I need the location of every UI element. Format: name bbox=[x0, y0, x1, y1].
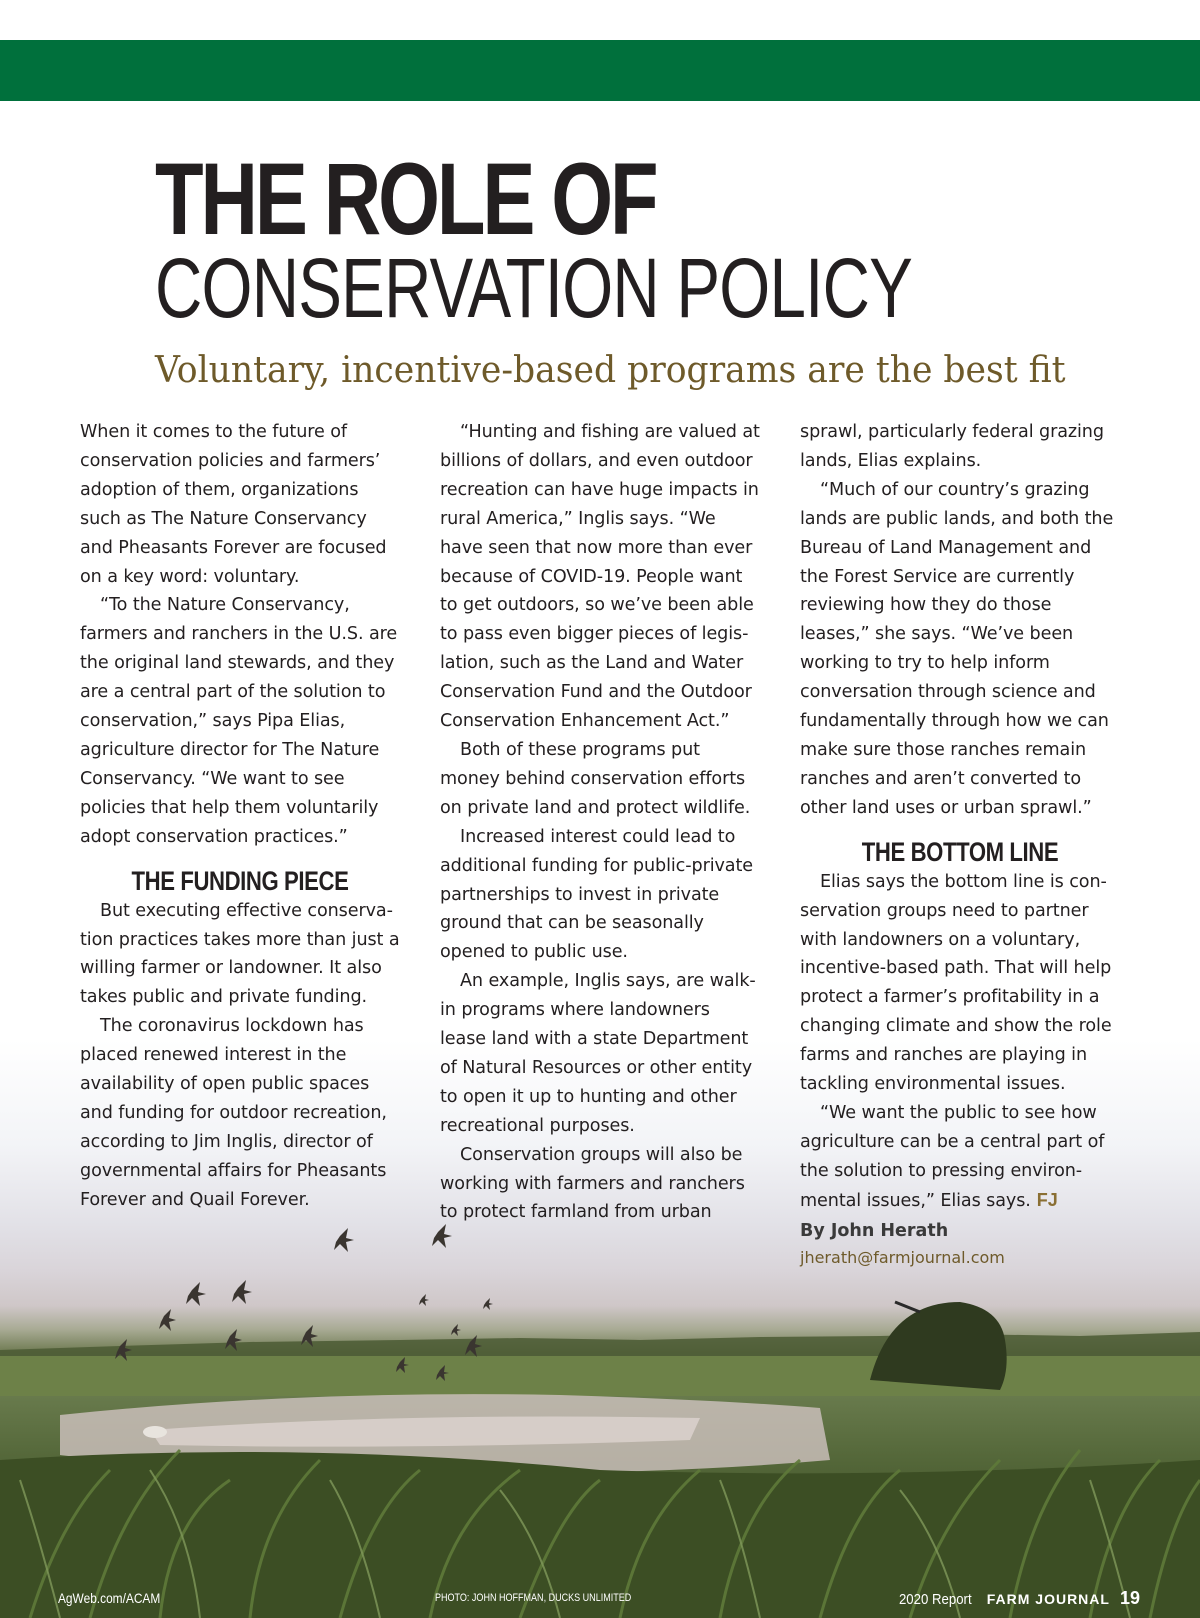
headline-line-1: THE ROLE OF bbox=[155, 142, 656, 256]
end-mark: FJ bbox=[1036, 1189, 1058, 1210]
author-email-link[interactable]: jherath@farmjournal.com bbox=[800, 1247, 1005, 1267]
footer-report: 2020 Report bbox=[899, 1591, 972, 1608]
column-1 bbox=[80, 418, 400, 1215]
section-heading-bottom-line: THE BOTTOM LINE bbox=[861, 836, 1059, 867]
paragraph: “Much of our country’s grazing lands are public lands, and both the Bureau of Land Management and the Forest Service are currently reviewing how they do those leases,” she says. “We’ve been working to try to help inform conversation through science and fundamentally through how we can make sure those ranches remain ranches and aren’t converted to other land uses or urban sprawl.” bbox=[800, 479, 1114, 818]
paragraph: Conservation groups will also be working with farmers and ranchers to protect farmland from urban bbox=[440, 1144, 745, 1223]
paragraph: When it comes to the future of conservation policies and farmers’ adoption of them, organizations such as The Nature Conservancy and Pheasants Forever are focused on a key word: voluntary. bbox=[80, 422, 387, 587]
byline: By John Herath bbox=[800, 1220, 949, 1241]
footer-brand: FARM JOURNAL bbox=[986, 1591, 1110, 1607]
section-heading-funding-piece: THE FUNDING PIECE bbox=[131, 865, 349, 896]
paragraph: Increased interest could lead to additional funding for public-private partnerships to invest in private ground that can be seasonally opened to public use. bbox=[440, 826, 754, 963]
paragraph: But executing effective conservation practices takes more than just a willing farmer or landowner. It also takes public and private funding. bbox=[80, 900, 400, 1008]
paragraph-text: “We want the public to see how agriculture can be a central part of the solution to pressing environmental issues,” Elias says. bbox=[800, 1102, 1105, 1211]
column-2 bbox=[440, 418, 760, 1227]
paragraph: Both of these programs put money behind conservation efforts on private land and protect wildlife. bbox=[440, 739, 751, 818]
paragraph: Elias says the bottom line is conservation groups need to partner with landowners on a voluntary, incentive-based path. That will help protect a farmer’s profitability in a changing climate and show the role farms and ranches are playing in tackling environmental issues. bbox=[800, 871, 1112, 1095]
page-footer bbox=[0, 1590, 1200, 1616]
paragraph: “To the Nature Conservancy, farmers and ranchers in the U.S. are the original land stewards, and they are a central part of the solution to conservation,” says Pipa Elias, agriculture director for The Nature Conservancy. “We want to see policies that help them voluntarily adopt conservation practices.” bbox=[80, 595, 398, 847]
header-green-bar bbox=[0, 40, 1200, 101]
deck-subtitle: Voluntary, incentive-based programs are the best fit bbox=[155, 350, 1066, 391]
photo-credit: PHOTO: JOHN HOFFMAN, DUCKS UNLIMITED bbox=[435, 1592, 632, 1604]
page-number: 19 bbox=[1119, 1588, 1140, 1608]
paragraph: An example, Inglis says, are walk-in programs where landowners lease land with a state Department of Natural Resources or other entity to open it up to hunting and other recreational purposes. bbox=[440, 971, 756, 1136]
headline bbox=[155, 142, 1055, 335]
paragraph bbox=[800, 1099, 1120, 1216]
paragraph: sprawl, particularly federal grazing lands, Elias explains. bbox=[800, 422, 1104, 471]
footer-website-link[interactable]: AgWeb.com/ACAM bbox=[58, 1590, 161, 1606]
headline-line-2: CONSERVATION POLICY bbox=[155, 241, 913, 335]
footer-right bbox=[894, 1588, 1140, 1609]
paragraph: “Hunting and fishing are valued at billions of dollars, and even outdoor recreation can have huge impacts in rural America,” Inglis says. “We have seen that now more than ever because of COVID-19. People want to get outdoors, so we’ve been able to pass even bigger pieces of legislation, such as the Land and Water Conservation Fund and the Outdoor Conservation Enhancement Act.” bbox=[440, 422, 760, 732]
paragraph: The coronavirus lockdown has placed renewed interest in the availability of open public spaces and funding for outdoor recreation, according to Jim Inglis, director of governmental affairs for Pheasants Forever and Quail Forever. bbox=[80, 1016, 387, 1210]
column-3 bbox=[800, 418, 1120, 1270]
